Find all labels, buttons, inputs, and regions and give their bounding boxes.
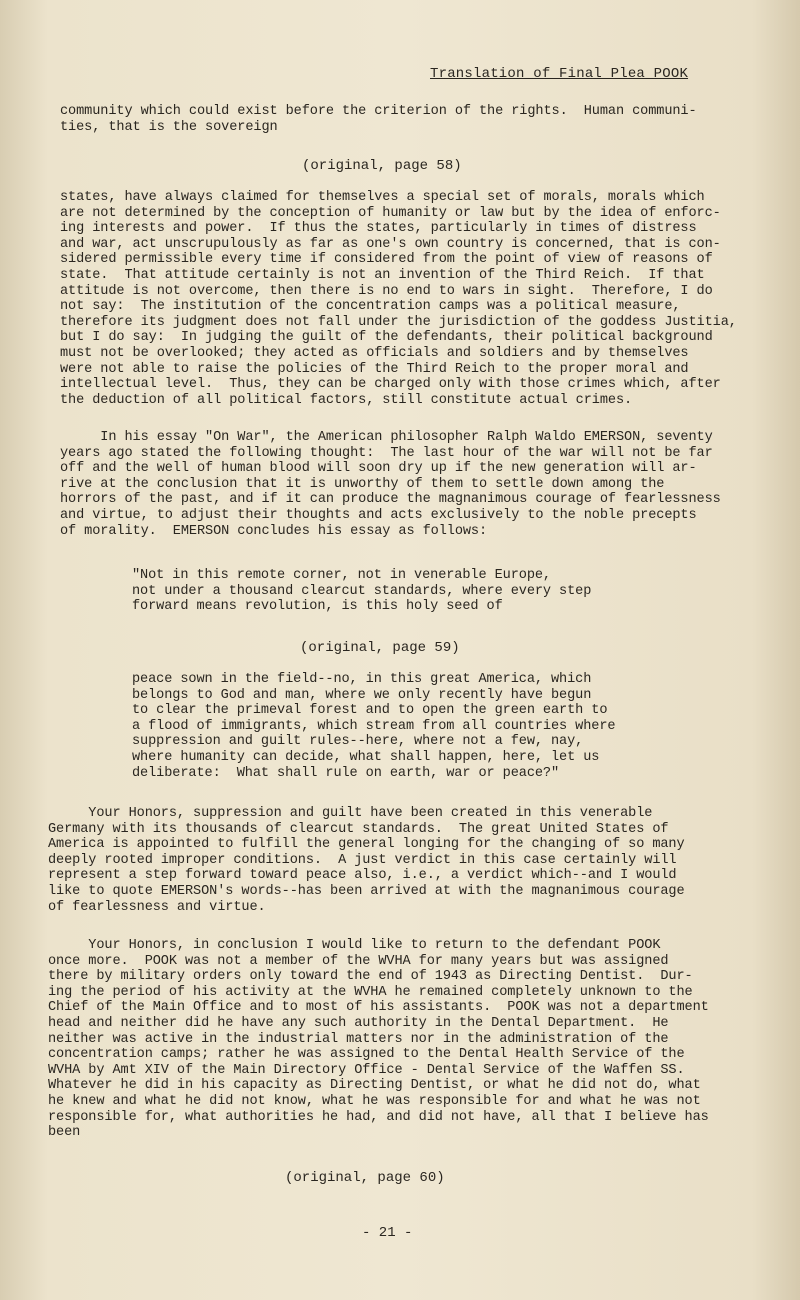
emerson-quote-part-1: "Not in this remote corner, not in venerable Europe, not under a thousand clearcut standards, where every step forward means revolution, is this holy seed of	[132, 568, 592, 615]
emerson-quote-part-2: peace sown in the field--no, in this great America, which belongs to God and man, where we only recently have begun to clear the primeval forest and to open the green earth to a flood of immigrants, which stream from all countries where suppression and guilt rules--here, where not a few, nay, where humanity can decide, what shall happen, here, let us deliberate: What shall rule on earth, war or peace?"	[132, 672, 616, 781]
paragraph-2: states, have always claimed for themselves a special set of morals, morals which are not determined by the conception of humanity or law but by the idea of enforc- ing interests and power. If thus the states, particularly in times of distress and war, act unscrupulously as far as one's own country is concerned, that is con- sidered permissible every time if considered from the point of view of reasons of state. That attitude certainly is not an invention of the Third Reich. If that attitude is not overcome, then there is no end to wars in sight. Therefore, I do not say: The institution of the concentration camps was a political measure, therefore its judgment does not fall under the jurisdiction of the goddess Justitia, but I do say: In judging the guilt of the defendants, their political background must not be overlooked; they acted as officials and soldiers and by themselves were not able to raise the policies of the Third Reich to the proper moral and intellectual level. Thus, they can be charged only with those crimes which, after the deduction of all political factors, still constitute actual crimes.	[60, 190, 737, 408]
paragraph-3: In his essay "On War", the American philosopher Ralph Waldo EMERSON, seventy years ago stated the following thought: The last hour of the war will not be far off and the well of human blood will soon dry up if the new generation will ar- rive at the conclusion that it is unworthy of them to settle down among the horrors of the past, and if it can produce the magnanimous courage of fearlessness and virtue, to adjust their thoughts and acts exclusively to the noble precepts of morality. EMERSON concludes his essay as follows:	[60, 430, 721, 539]
document-header: Translation of Final Plea POOK	[430, 66, 689, 82]
original-page-59-marker: (original, page 59)	[300, 640, 460, 656]
original-page-60-marker: (original, page 60)	[285, 1170, 445, 1186]
paragraph-5: Your Honors, in conclusion I would like to return to the defendant POOK once more. POOK was not a member of the WVHA for many years but was assigned there by military orders only toward the end of 1943 as Directing Dentist. Dur- ing the period of his activity at the WVHA he remained completely unknown to the Chief of the Main Office and to most of his assistants. POOK was not a department head and neither did he have any such authority in the Dental Department. He neither was active in the industrial matters nor in the administration of the concentration camps; rather he was assigned to the Dental Health Service of the WVHA by Amt XIV of the Main Directory Office - Dental Service of the Waffen SS. Whatever he did in his capacity as Directing Dentist, or what he did not do, what he knew and what he did not know, what he was responsible for and what he was not responsible for, what authorities he had, and did not have, all that I believe has been	[48, 938, 709, 1141]
original-page-58-marker: (original, page 58)	[302, 158, 462, 174]
page-number: - 21 -	[362, 1225, 413, 1241]
paragraph-4: Your Honors, suppression and guilt have been created in this venerable Germany with its thousands of clearcut standards. The great United States of America is appointed to fulfill the general longing for the changing of so many deeply rooted improper conditions. A just verdict in this case certainly will represent a step forward toward peace also, i.e., a verdict which--and I would like to quote EMERSON's words--has been arrived at with the magnanimous courage of fearlessness and virtue.	[48, 806, 685, 915]
paragraph-1: community which could exist before the criterion of the rights. Human communi- ties, that is the sovereign	[60, 104, 697, 135]
